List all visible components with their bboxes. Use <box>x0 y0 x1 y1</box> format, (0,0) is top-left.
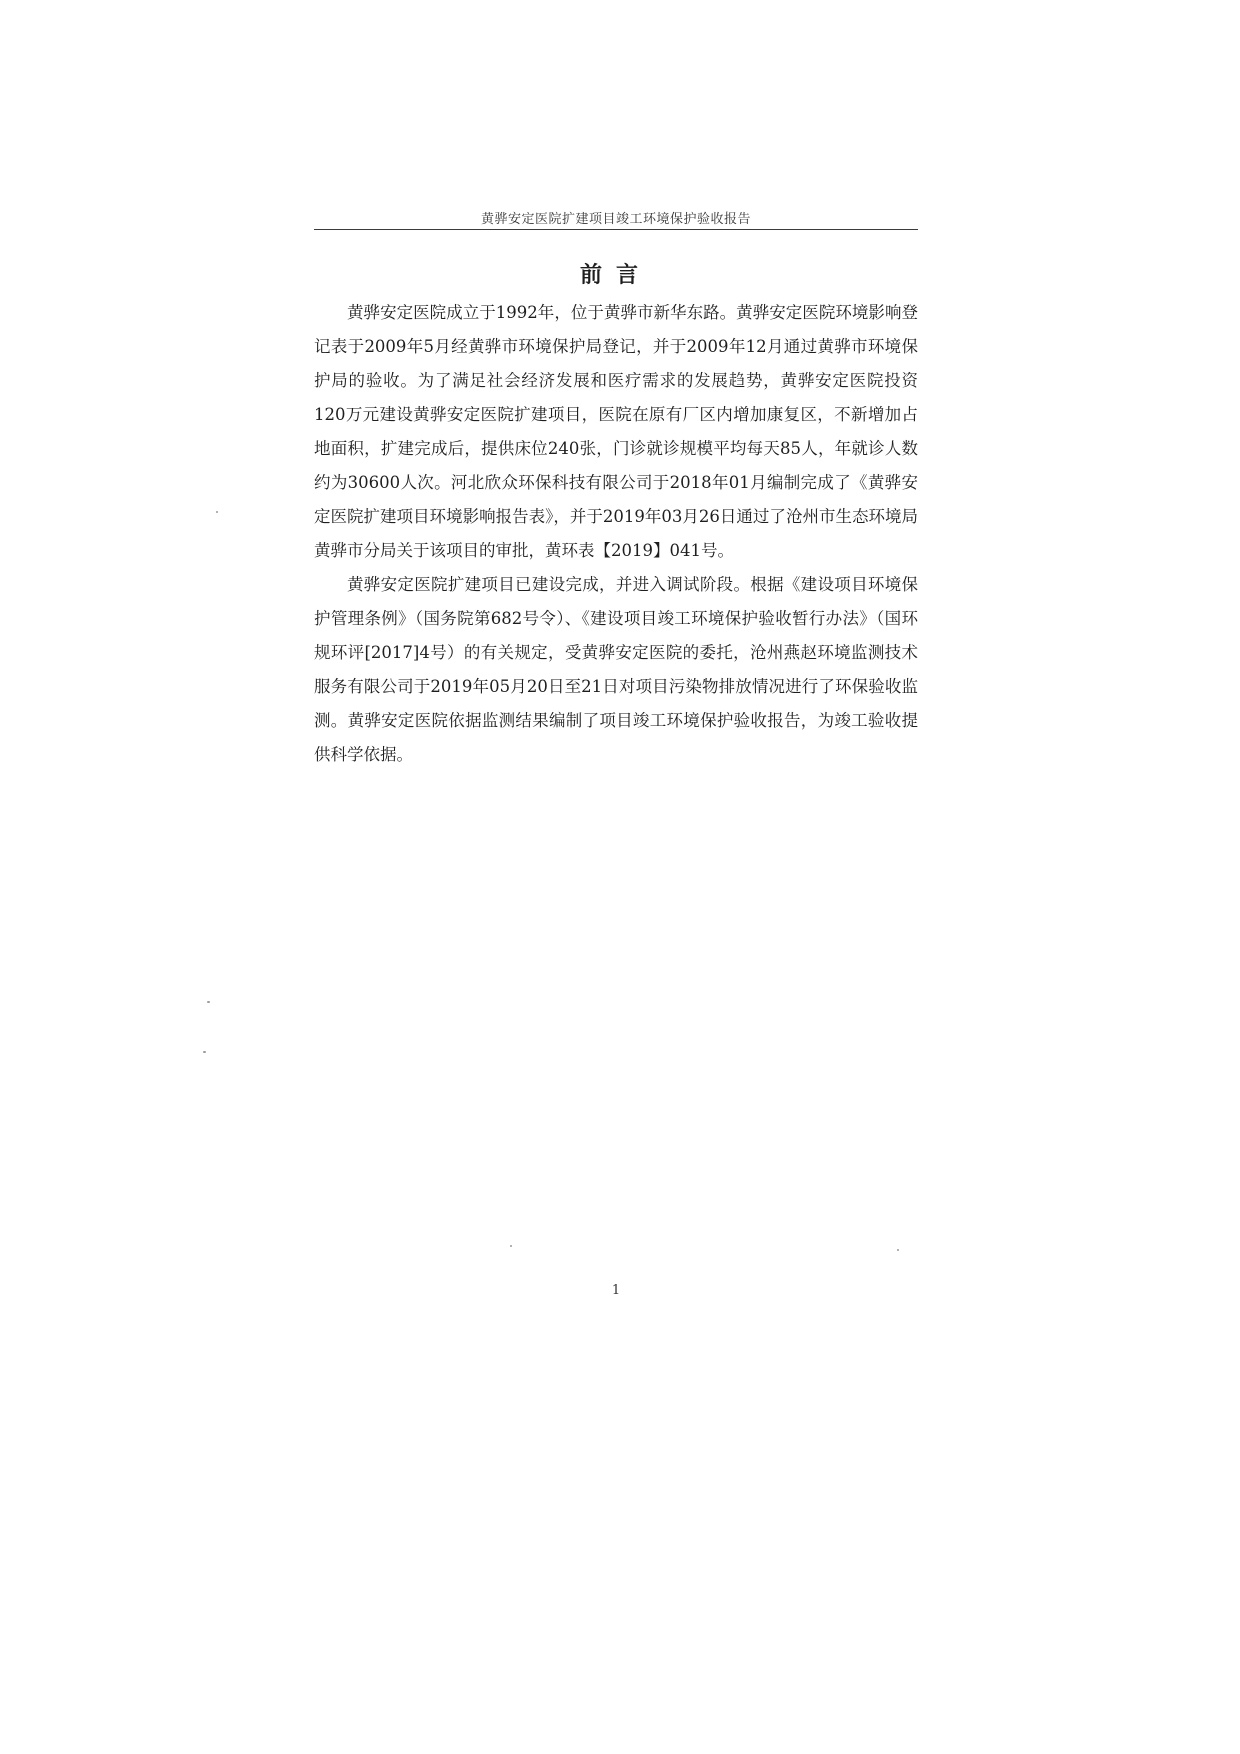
body-text <box>314 296 918 772</box>
header-rule <box>314 229 918 230</box>
scan-speck <box>897 1249 899 1251</box>
paragraph: 黄骅安定医院扩建项目已建设完成，并进入调试阶段。根据《建设项目环境保护管理条例》（国务院第682号令）、《建设项目竣工环境保护验收暂行办法》（国环规环评[2017]4号）的有关规定，受黄骅安定医院的委托，沧州燕赵环境监测技术服务有限公司于2019年05月20日至21日对项目污染物排放情况进行了环保验收监测。黄骅安定医院依据监测结果编制了项目竣工环境保护验收报告，为竣工验收提供科学依据。 <box>314 575 918 764</box>
running-header: 黄骅安定医院扩建项目竣工环境保护验收报告 <box>480 212 751 227</box>
scan-speck <box>203 1051 206 1053</box>
paragraph: 黄骅安定医院成立于1992年，位于黄骅市新华东路。黄骅安定医院环境影响登记表于2009年5月经黄骅市环境保护局登记，并于2009年12月通过黄骅市环境保护局的验收。为了满足社会经济发展和医疗需求的发展趋势，黄骅安定医院投资120万元建设黄骅安定医院扩建项目，医院在原有厂区内增加康复区，不新增加占地面积，扩建完成后，提供床位240张，门诊就诊规模平均每天85人，年就诊人数约为30600人次。河北欣众环保科技有限公司于2018年01月编制完成了《黄骅安定医院扩建项目环境影响报告表》，并于2019年03月26日通过了沧州市生态环境局黄骅市分局关于该项目的审批，黄环表【2019】041号。 <box>314 303 918 560</box>
page-number: 1 <box>611 1283 621 1298</box>
scan-speck <box>510 1245 512 1247</box>
page-title: 前言 <box>579 262 652 288</box>
scan-speck <box>207 1001 210 1003</box>
scan-speck <box>216 511 218 513</box>
